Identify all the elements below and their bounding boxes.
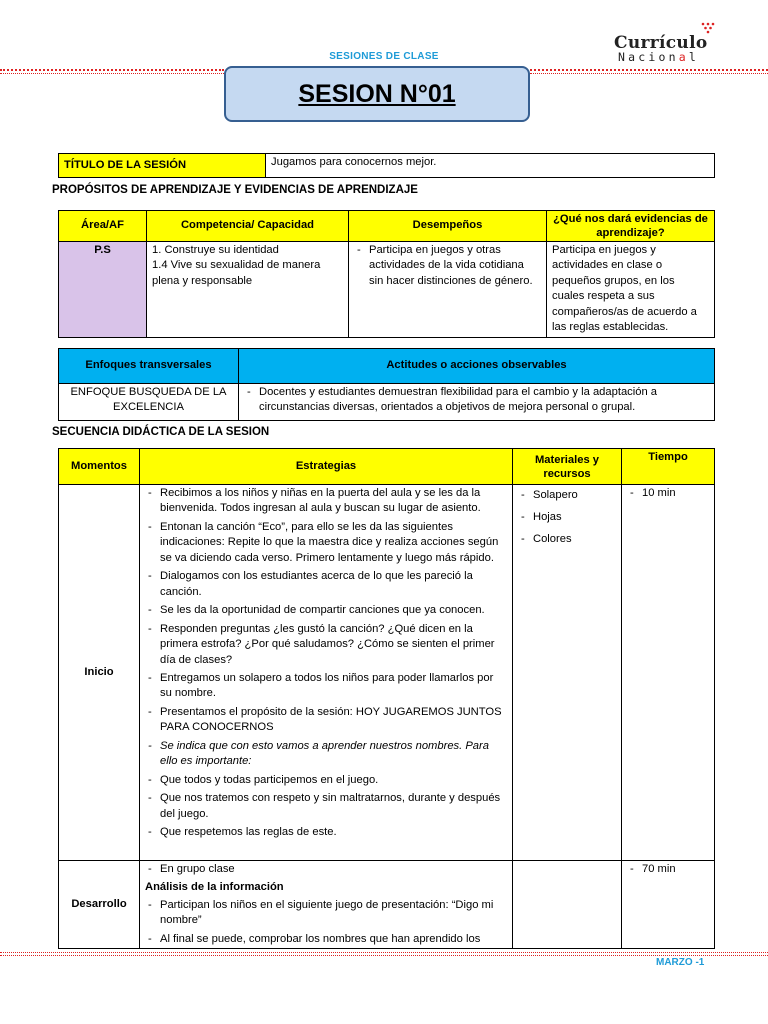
tiempo-value: - 10 min <box>627 486 709 501</box>
header-dotted-rule-right <box>530 69 768 71</box>
page-footer: MARZO -1 <box>656 957 705 968</box>
competencia-line: 1. Construye su identidad <box>152 244 279 256</box>
header-actitudes: Actitudes o acciones observables <box>239 349 715 384</box>
enfoques-table <box>58 348 715 421</box>
estrategia-item: - Al final se puede, comprobar los nombres que han aprendido los <box>145 932 507 947</box>
estrategia-item: - Presentamos el propósito de la sesión: HOY JUGAREMOS JUNTOS PARA CONOCERNOS <box>145 705 507 736</box>
actitud-item: - Docentes y estudiantes demuestran flexibilidad para el cambio y la adaptación a circunstancias diversas, orientados a objetivos de mejora personal o grupal. <box>244 385 709 416</box>
header-enfoques: Enfoques transversales <box>59 349 239 384</box>
titulo-value: Jugamos para conocernos mejor. <box>266 154 715 178</box>
propositos-table <box>58 210 715 338</box>
estrategia-item: - Entregamos un solapero a todos los niños para poder llamarlos por su nombre. <box>145 671 507 702</box>
inicio-estrategias-cell <box>140 485 513 861</box>
estrategia-item: - Se les da la oportunidad de compartir canciones que ya conocen. <box>145 603 507 618</box>
estrategia-item: - Participan los niños en el siguiente juego de presentación: “Digo mi nombre” <box>145 898 507 929</box>
inicio-materiales-cell <box>513 485 622 861</box>
logo-nacional: Nacional <box>618 50 699 64</box>
enfoque-value: ENFOQUE BUSQUEDA DE LA EXCELENCIA <box>59 384 239 421</box>
estrategia-item: - Se indica que con esto vamos a aprender nuestros nombres. Para ello es importante: <box>145 739 507 770</box>
session-title: SESION N°01 <box>298 79 456 108</box>
inicio-tiempo-cell <box>622 485 715 861</box>
header-competencia: Competencia/ Capacidad <box>147 211 349 242</box>
evidencia-cell: Participa en juegos y actividades en clase o pequeños grupos, en los cuales respeta a sus compañeros/as de acuerdo a las reglas establecidas. <box>547 242 715 338</box>
header-estrategias: Estrategias <box>140 449 513 485</box>
propositos-heading: PROPÓSITOS DE APRENDIZAJE Y EVIDENCIAS DE APRENDIZAJE <box>52 184 418 196</box>
estrategia-item: - Responden preguntas ¿les gustó la canción? ¿Qué dicen en la primera estrofa? ¿Por qué saludamos? ¿Cómo se sienten el primer día de clases? <box>145 622 507 668</box>
desarrollo-estrategias-cell <box>140 861 513 949</box>
area-value: P.S <box>59 242 147 338</box>
titulo-label: TÍTULO DE LA SESIÓN <box>59 154 266 178</box>
header-dotted-rule-right-thin <box>530 73 768 74</box>
estrategia-item: - Que todos y todas participemos en el juego. <box>145 773 507 788</box>
session-title-table <box>58 153 715 178</box>
header-desempenos: Desempeños <box>349 211 547 242</box>
secuencia-table <box>58 448 715 949</box>
logo-curriculo: Currículo <box>614 33 708 53</box>
competencia-cell <box>147 242 349 338</box>
estrategia-item: - Entonan la canción “Eco”, para ello se les da las siguientes indicaciones: Repite lo que la maestra dice y realiza acciones según se va diciendo cada verso. Primero lentamente y luego más rápido. <box>145 520 507 566</box>
header-materiales: Materiales y recursos <box>513 449 622 485</box>
estrategia-item: - Dialogamos con los estudiantes acerca de lo que les pareció la canción. <box>145 569 507 600</box>
footer-dotted-rule <box>0 952 768 953</box>
estrategia-item: - En grupo clase <box>145 862 507 877</box>
header-area: Área/AF <box>59 211 147 242</box>
header-momentos: Momentos <box>59 449 140 485</box>
capacidad-line: 1.4 Vive su sexualidad de manera plena y responsable <box>152 259 321 287</box>
desarrollo-materiales-cell <box>513 861 622 949</box>
estrategia-item: - Recibimos a los niños y niñas en la puerta del aula y se les da la bienvenida. Todos ingresan al aula y buscan su lugar de asiento. <box>145 486 507 517</box>
document-header-label: SESIONES DE CLASE <box>329 51 439 62</box>
momento-inicio: Inicio <box>59 485 140 861</box>
material-item: - Hojas <box>518 508 616 527</box>
header-dotted-rule-thin <box>0 73 224 74</box>
footer-dotted-rule-2 <box>0 955 768 956</box>
estrategia-item: - Que respetemos las reglas de este. <box>145 825 507 840</box>
estrategia-item: - Que nos tratemos con respeto y sin maltratarnos, durante y después del juego. <box>145 791 507 822</box>
desempeno-item: - Participa en juegos y otras actividades de la vida cotidiana sin hacer distinciones de género. <box>354 243 541 289</box>
header-tiempo: Tiempo <box>622 449 715 485</box>
session-title-box <box>224 66 530 122</box>
header-dotted-rule <box>0 69 224 71</box>
tiempo-value: - 70 min <box>627 862 709 877</box>
desarrollo-tiempo-cell <box>622 861 715 949</box>
material-item: - Solapero <box>518 486 616 505</box>
actitud-cell <box>239 384 715 421</box>
analisis-subheading: Análisis de la información <box>145 881 284 894</box>
secuencia-heading: SECUENCIA DIDÁCTICA DE LA SESION <box>52 426 270 438</box>
momento-desarrollo: Desarrollo <box>59 861 140 949</box>
desempeno-cell <box>349 242 547 338</box>
material-item: - Colores <box>518 530 616 549</box>
header-evidencias: ¿Qué nos dará evidencias de aprendizaje? <box>547 211 715 242</box>
